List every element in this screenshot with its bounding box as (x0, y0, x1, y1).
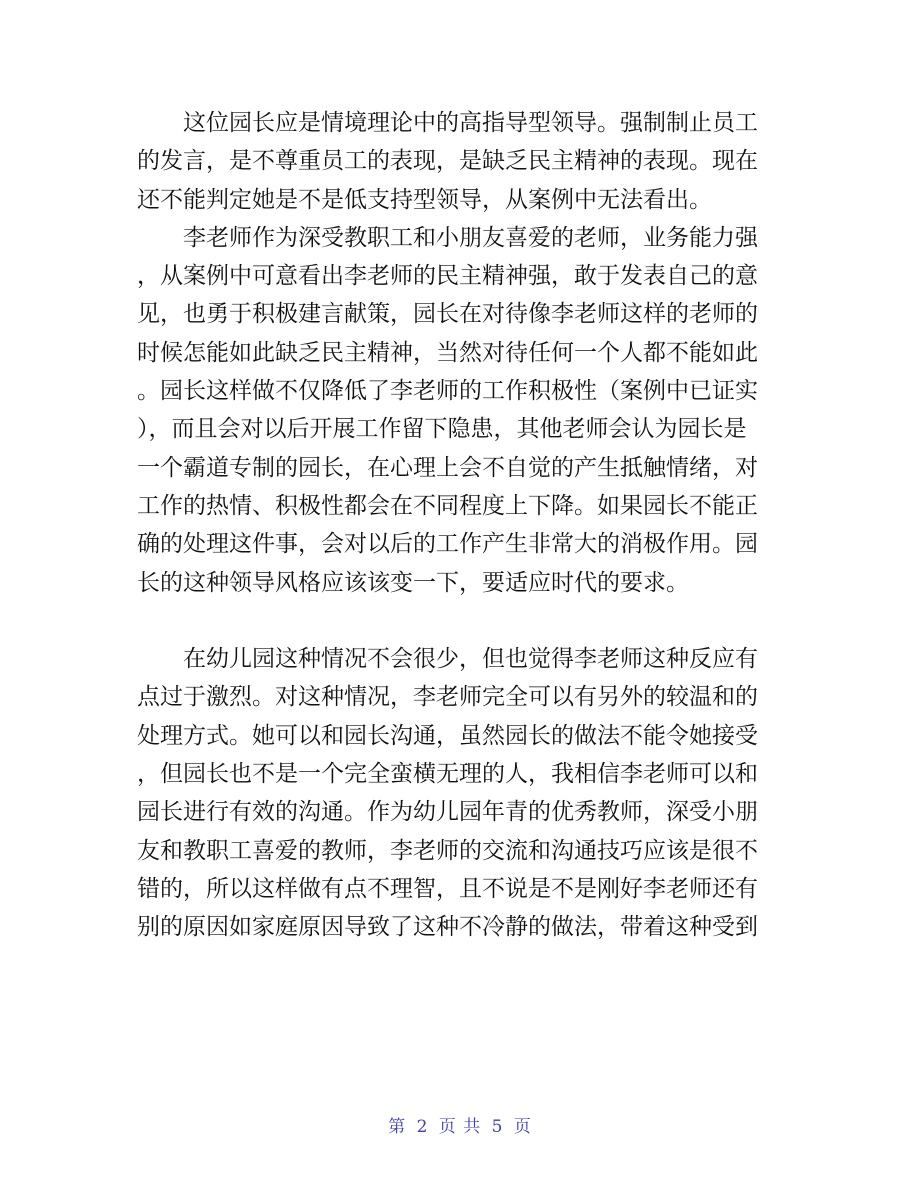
paragraph-3 (137, 640, 787, 946)
current-page-number: 2 (416, 1117, 429, 1137)
text-line: ，从案例中可意看出李老师的民主精神强，敢于发表自己的意 (137, 263, 758, 290)
paragraph-2 (137, 219, 787, 640)
text-line: 工作的热情、积极性都会在不同程度上下降。如果园长不能正 (137, 492, 758, 519)
text-line: 时候怎能如此缺乏民主精神，当然对待任何一个人都不能如此 (137, 339, 758, 366)
text-line: 。园长这样做不仅降低了李老师的工作积极性（案例中已证实 (137, 378, 758, 405)
document-body (137, 104, 787, 947)
text-line: 李老师作为深受教职工和小朋友喜爱的老师，业务能力强 (183, 224, 758, 251)
text-line (137, 602, 787, 640)
footer-middle: 页 共 (438, 1117, 482, 1137)
text-line: 错的，所以这样做有点不理智，且不说是不是刚好李老师还有 (137, 875, 758, 902)
total-page-count: 5 (491, 1117, 504, 1137)
text-line: 长的这种领导风格应该该变一下，要适应时代的要求。 (137, 569, 689, 596)
text-line: 的发言，是不尊重员工的表现，是缺乏民主精神的表现。现在 (137, 148, 758, 175)
paragraph-1 (137, 104, 787, 219)
page-footer (0, 1112, 920, 1137)
text-line: 点过于激烈。对这种情况，李老师完全可以有另外的较温和的 (137, 684, 758, 711)
text-line: 友和教职工喜爱的教师，李老师的交流和沟通技巧应该是很不 (137, 837, 758, 864)
text-line: 园长进行有效的沟通。作为幼儿园年青的优秀教师，深受小朋 (137, 799, 758, 826)
text-line: 确的处理这件事，会对以后的工作产生非常大的消极作用。园 (137, 531, 758, 558)
text-line: 处理方式。她可以和园长沟通，虽然园长的做法不能令她接受 (137, 722, 758, 749)
text-line: 还不能判定她是不是低支持型领导，从案例中无法看出。 (137, 186, 712, 213)
text-line: 在幼儿园这种情况不会很少，但也觉得李老师这种反应有 (183, 646, 758, 673)
footer-suffix: 页 (513, 1117, 532, 1137)
text-line: 一个霸道专制的园长，在心理上会不自觉的产生抵触情绪，对 (137, 454, 758, 481)
footer-prefix: 第 (388, 1117, 407, 1137)
text-line: ，但园长也不是一个完全蛮横无理的人，我相信李老师可以和 (137, 761, 758, 788)
text-line: 见，也勇于积极建言献策，园长在对待像李老师这样的老师的 (137, 301, 758, 328)
text-line: 别的原因如家庭原因导致了这种不冷静的做法，带着这种受到 (137, 914, 758, 941)
text-line: ），而且会对以后开展工作留下隐患，其他老师会认为园长是 (137, 416, 747, 443)
text-line: 这位园长应是情境理论中的高指导型领导。强制制止员工 (183, 110, 758, 136)
